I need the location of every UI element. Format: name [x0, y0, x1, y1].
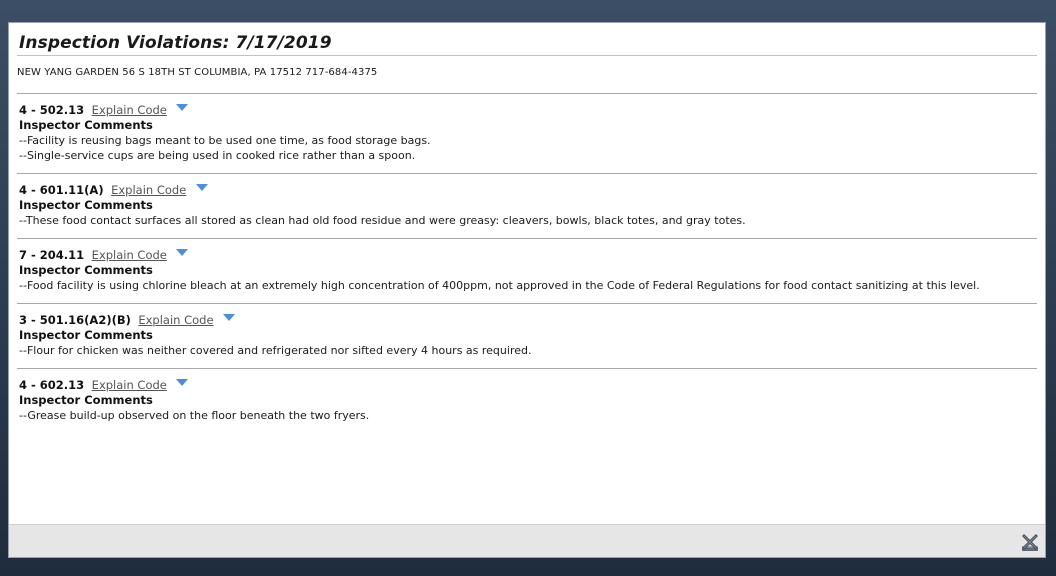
expand-arrow-icon[interactable] [176, 104, 188, 111]
violation-code: 7 - 204.11 [19, 248, 85, 262]
inspector-comments-label: Inspector Comments [19, 393, 153, 407]
expand-arrow-icon[interactable] [176, 249, 188, 256]
comment-text: --Single-service cups are being used in cooked rice rather than a spoon. [19, 149, 416, 162]
comment-text: --Food facility is using chlorine bleach at an extremely high concentration of 400ppm, not approved in the Code of Federal Regulations for food contact sanitizing at this level. [19, 279, 980, 292]
violation-item [19, 313, 1035, 358]
inspection-modal [8, 22, 1046, 558]
inspector-comments-label: Inspector Comments [19, 328, 153, 342]
violation-code: 4 - 601.11(A) [19, 183, 104, 197]
violation-item [19, 103, 1035, 163]
modal-content [9, 23, 1045, 527]
divider [17, 238, 1037, 239]
inspector-comments-label: Inspector Comments [19, 198, 153, 212]
expand-arrow-icon[interactable] [196, 184, 208, 191]
violation-code: 4 - 502.13 [19, 103, 85, 117]
facility-address: NEW YANG GARDEN 56 S 18TH ST COLUMBIA, PA 17512 717-684-4375 [17, 67, 378, 78]
inspector-comments-label: Inspector Comments [19, 118, 153, 132]
explain-code-link[interactable]: Explain Code [91, 103, 167, 117]
violation-code: 4 - 602.13 [19, 378, 85, 392]
modal-title: Inspection Violations: 7/17/2019 [19, 33, 332, 53]
divider [17, 173, 1037, 174]
comment-text: --These food contact surfaces all stored as clean had old food residue and were greasy: cleavers, bowls, black totes, and gray totes. [19, 214, 746, 227]
expand-arrow-icon[interactable] [223, 314, 235, 321]
close-button[interactable] [1020, 533, 1040, 553]
violation-item [19, 183, 1035, 228]
explain-code-link[interactable]: Explain Code [91, 378, 167, 392]
divider [17, 368, 1037, 369]
inspector-comments-label: Inspector Comments [19, 263, 153, 277]
divider [17, 303, 1037, 304]
comment-text: --Flour for chicken was neither covered and refrigerated nor sifted every 4 hours as required. [19, 344, 532, 357]
comment-text: --Facility is reusing bags meant to be used one time, as food storage bags. [19, 134, 431, 147]
violation-code: 3 - 501.16(A2)(B) [19, 313, 131, 327]
expand-arrow-icon[interactable] [176, 379, 188, 386]
violation-item [19, 248, 1035, 293]
title-divider [17, 55, 1037, 56]
explain-code-link[interactable]: Explain Code [91, 248, 167, 262]
close-icon [1020, 533, 1040, 553]
explain-code-link[interactable]: Explain Code [111, 183, 187, 197]
divider [17, 93, 1037, 94]
explain-code-link[interactable]: Explain Code [138, 313, 214, 327]
comment-text: --Grease build-up observed on the floor beneath the two fryers. [19, 409, 370, 422]
modal-footer [9, 524, 1045, 557]
violation-item [19, 378, 1035, 423]
